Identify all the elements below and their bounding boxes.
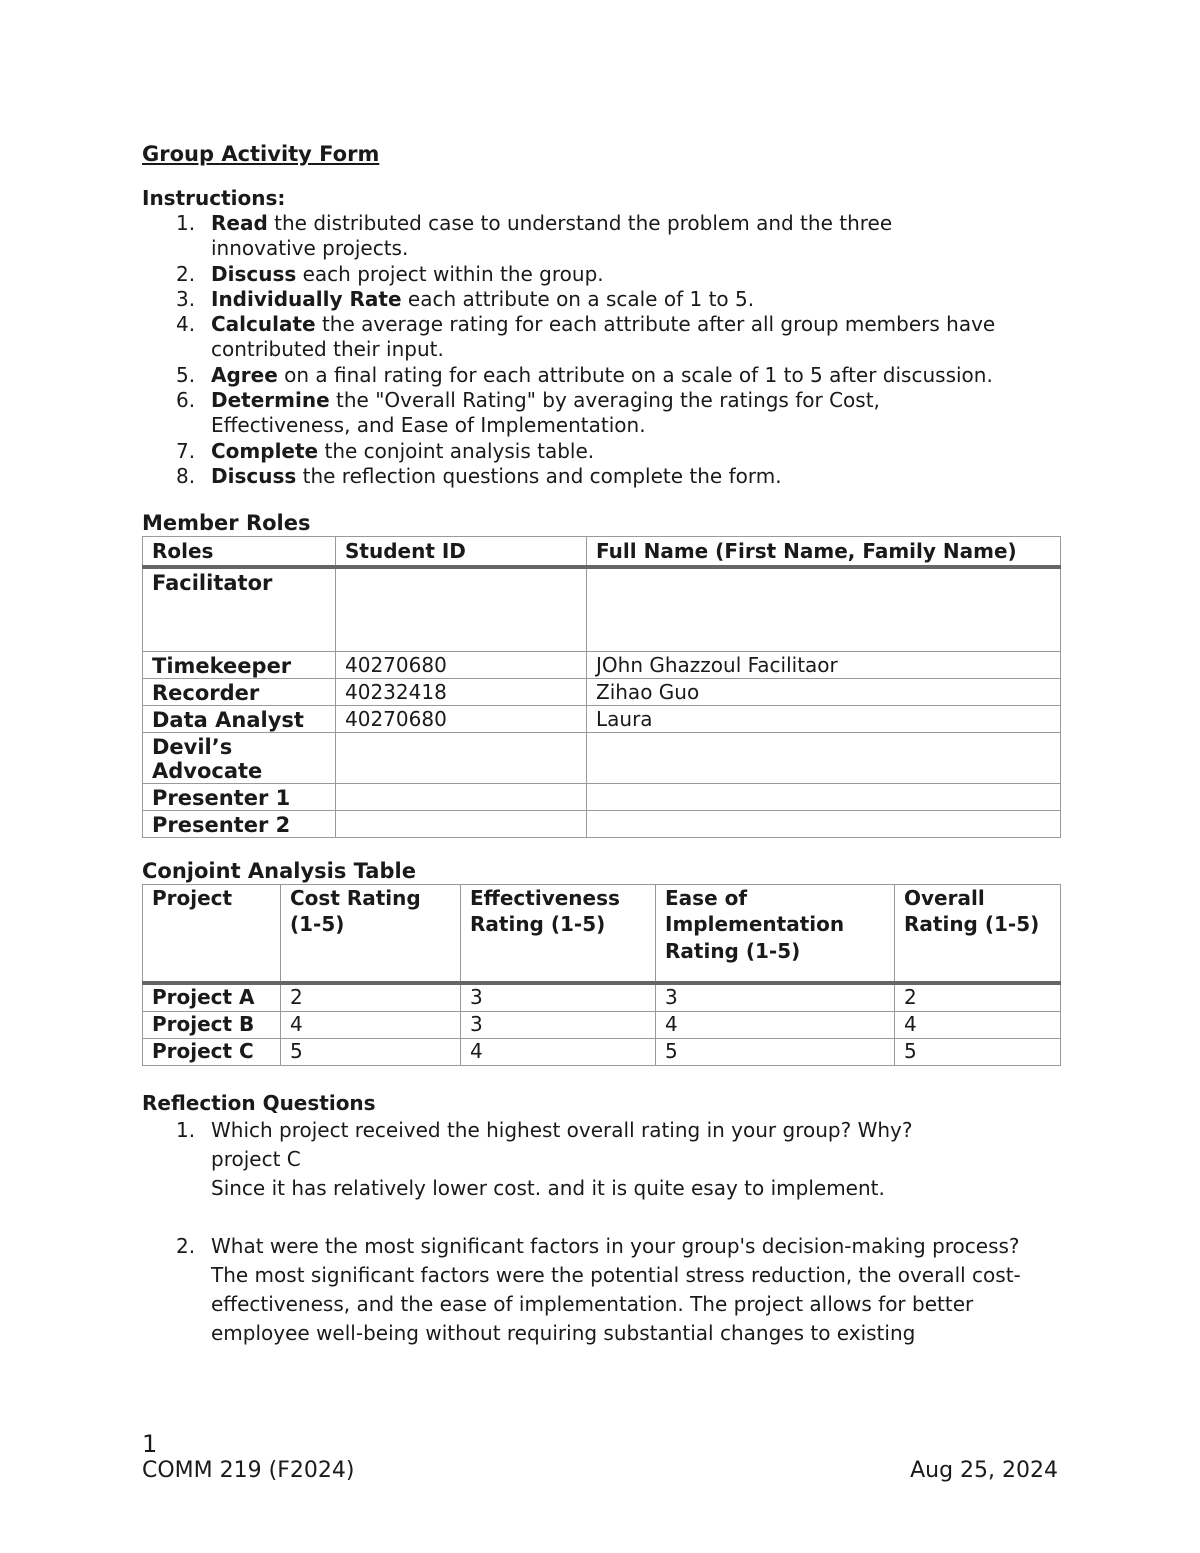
cost-rating-cell[interactable]: 4	[281, 1011, 461, 1038]
conjoint-heading: Conjoint Analysis Table	[142, 858, 416, 883]
overall-rating-cell[interactable]: 5	[895, 1038, 1061, 1065]
student-id-cell[interactable]: 40270680	[336, 705, 587, 732]
reflection-question: Which project received the highest overall rating in your group? Why?	[211, 1117, 913, 1142]
full-name-cell[interactable]	[587, 567, 1061, 651]
page-title: Group Activity Form	[142, 142, 380, 166]
table-row	[143, 651, 1061, 678]
reflection-list	[142, 1116, 1060, 1348]
full-name-cell[interactable]: JOhn Ghazzoul Facilitaor	[587, 651, 1061, 678]
table-row	[143, 1038, 1061, 1065]
role-cell: Devil’s Advocate	[143, 732, 336, 783]
effectiveness-rating-cell[interactable]: 3	[461, 983, 656, 1012]
project-cell: Project C	[143, 1038, 281, 1065]
role-cell: Facilitator	[143, 567, 336, 651]
conjoint-analysis-table	[142, 884, 1061, 1066]
ease-rating-cell[interactable]: 3	[656, 983, 895, 1012]
instruction-item: 5. Agree on a final rating for each attribute on a scale of 1 to 5 after discussion.	[176, 362, 993, 387]
column-header: Overall Rating (1-5)	[895, 884, 1061, 983]
footer-date: Aug 25, 2024	[910, 1458, 1058, 1483]
overall-rating-cell[interactable]: 4	[895, 1011, 1061, 1038]
reflection-answer[interactable]: Since it has relatively lower cost. and it is quite esay to implement.	[211, 1175, 885, 1200]
student-id-cell[interactable]	[336, 567, 587, 651]
instruction-item: 1. Read the distributed case to understand the problem and the three innovative projects.	[176, 211, 893, 261]
role-cell: Recorder	[143, 678, 336, 705]
reflection-item: 2. What were the most significant factors in your group's decision-making process? The most significant factors were the potential stress reduction, the overall cost-effectiveness, and the ease of implementation. The project allows for better employee well-being without requiring substantial changes to existing	[176, 1233, 1021, 1345]
student-id-cell[interactable]	[336, 783, 587, 810]
member-roles-heading: Member Roles	[142, 511, 311, 536]
full-name-cell[interactable]	[587, 783, 1061, 810]
instruction-item: 8. Discuss the reflection questions and complete the form.	[176, 463, 782, 488]
full-name-cell[interactable]	[587, 732, 1061, 783]
role-cell: Timekeeper	[143, 651, 336, 678]
reflection-question: What were the most significant factors in your group's decision-making process?	[211, 1233, 1020, 1258]
student-id-cell[interactable]	[336, 732, 587, 783]
instruction-item: 7. Complete the conjoint analysis table.	[176, 438, 595, 463]
instruction-item: 2. Discuss each project within the group.	[176, 261, 604, 286]
table-row	[143, 678, 1061, 705]
reflection-heading: Reflection Questions	[142, 1090, 376, 1115]
reflection-answer[interactable]: The most significant factors were the potential stress reduction, the overall cost-effectiveness, and the ease of implementation. The project allows for better employee well-being without requiring substantial changes to existing	[211, 1262, 1021, 1345]
footer-course: COMM 219 (F2024)	[142, 1458, 355, 1483]
table-row	[143, 705, 1061, 732]
page-number: 1	[142, 1430, 158, 1458]
role-cell: Presenter 2	[143, 810, 336, 837]
instruction-item: 4. Calculate the average rating for each attribute after all group members have contributed their input.	[176, 312, 996, 362]
project-cell: Project A	[143, 983, 281, 1012]
member-roles-table	[142, 536, 1061, 838]
column-header: Full Name (First Name, Family Name)	[587, 537, 1061, 568]
ease-rating-cell[interactable]: 4	[656, 1011, 895, 1038]
cost-rating-cell[interactable]: 5	[281, 1038, 461, 1065]
reflection-item: 1. Which project received the highest overall rating in your group? Why? project C Since it has relatively lower cost. and it is quite esay to implement.	[176, 1117, 913, 1200]
ease-rating-cell[interactable]: 5	[656, 1038, 895, 1065]
project-cell: Project B	[143, 1011, 281, 1038]
overall-rating-cell[interactable]: 2	[895, 983, 1061, 1012]
table-header-row	[143, 884, 1061, 983]
full-name-cell[interactable]	[587, 810, 1061, 837]
column-header: Effectiveness Rating (1-5)	[461, 884, 656, 983]
table-row	[143, 567, 1061, 651]
document-page	[142, 140, 1060, 1348]
table-row	[143, 810, 1061, 837]
cost-rating-cell[interactable]: 2	[281, 983, 461, 1012]
full-name-cell[interactable]: Laura	[587, 705, 1061, 732]
table-row	[143, 732, 1061, 783]
instruction-item: 3. Individually Rate each attribute on a scale of 1 to 5.	[176, 286, 755, 311]
full-name-cell[interactable]: Zihao Guo	[587, 678, 1061, 705]
instruction-item: 6. Determine the "Overall Rating" by averaging the ratings for Cost, Effectiveness, and Ease of Implementation.	[176, 388, 880, 438]
column-header: Project	[143, 884, 281, 983]
column-header: Cost Rating (1-5)	[281, 884, 461, 983]
table-header-row	[143, 537, 1061, 568]
column-header: Roles	[143, 537, 336, 568]
role-cell: Data Analyst	[143, 705, 336, 732]
reflection-answer[interactable]: project C	[211, 1146, 301, 1171]
student-id-cell[interactable]: 40232418	[336, 678, 587, 705]
instructions-heading: Instructions:	[142, 186, 286, 210]
student-id-cell[interactable]: 40270680	[336, 651, 587, 678]
role-cell: Presenter 1	[143, 783, 336, 810]
table-row	[143, 783, 1061, 810]
instructions-list	[142, 211, 1060, 489]
student-id-cell[interactable]	[336, 810, 587, 837]
effectiveness-rating-cell[interactable]: 4	[461, 1038, 656, 1065]
table-row	[143, 983, 1061, 1012]
column-header: Student ID	[336, 537, 587, 568]
effectiveness-rating-cell[interactable]: 3	[461, 1011, 656, 1038]
table-row	[143, 1011, 1061, 1038]
column-header: Ease of Implementation Rating (1-5)	[656, 884, 895, 983]
